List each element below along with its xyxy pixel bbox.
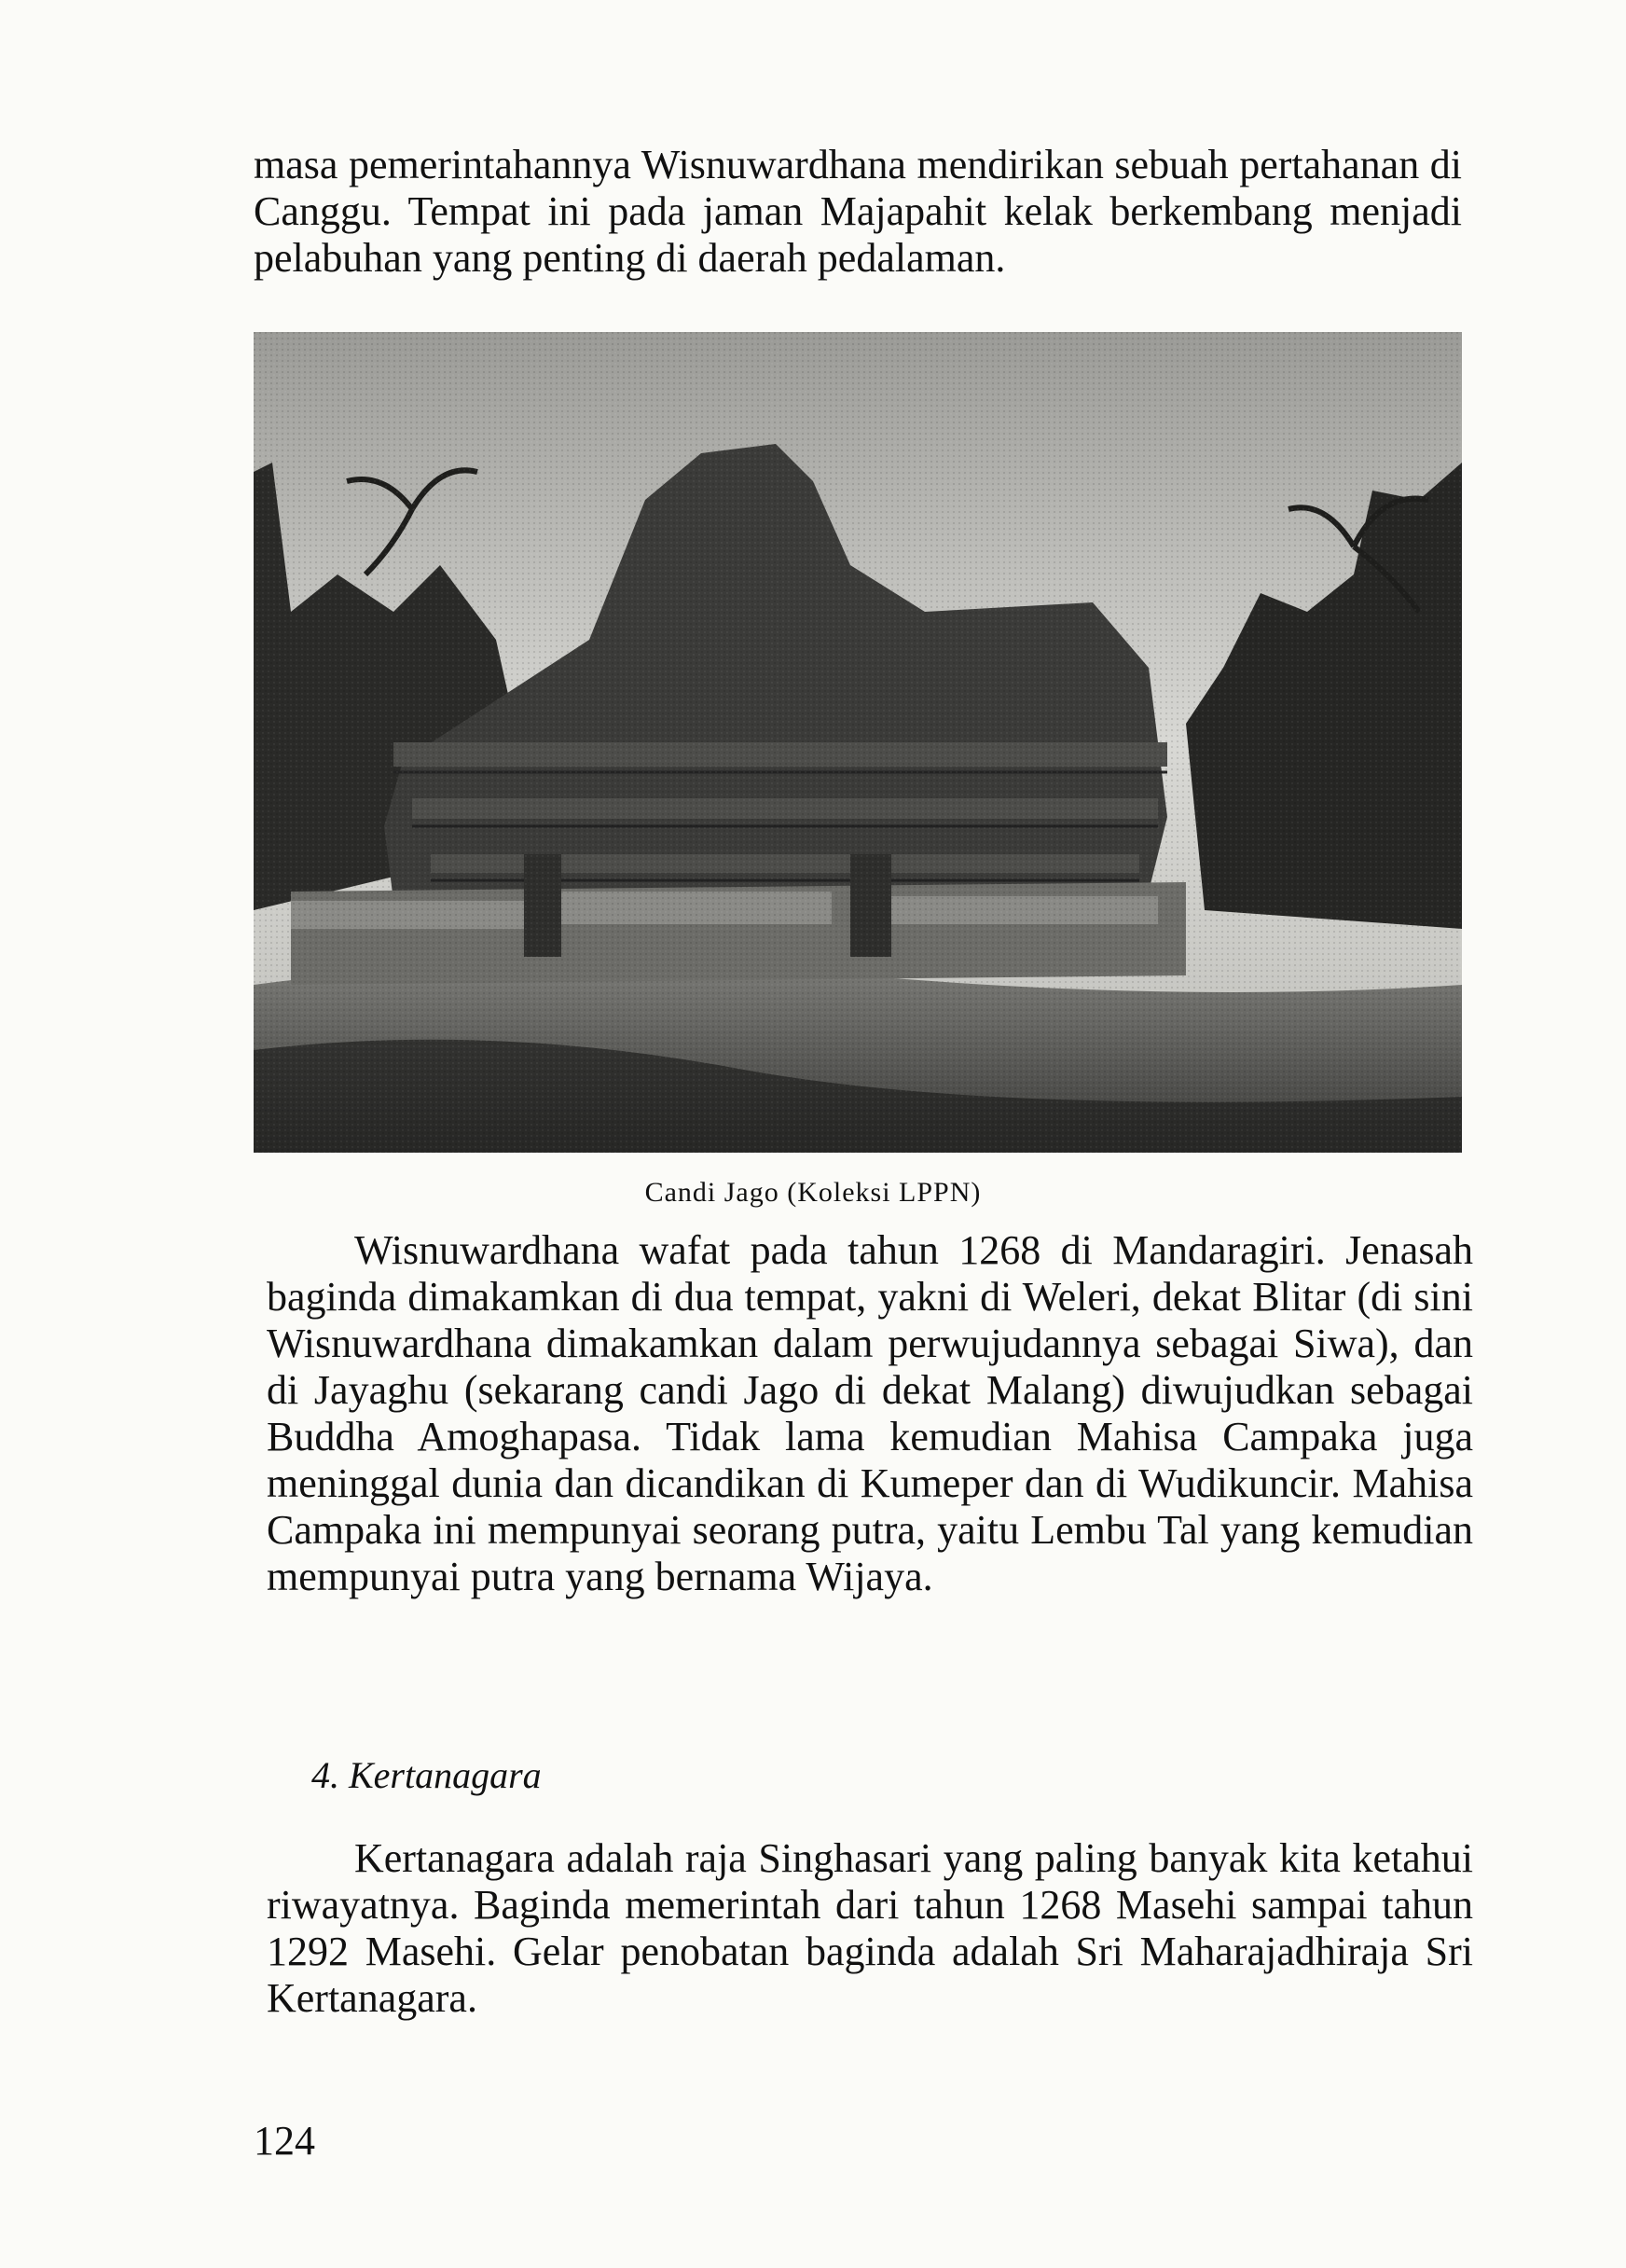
section-heading: 4. Kertanagara xyxy=(311,1754,542,1796)
page-number: 124 xyxy=(254,2118,315,2164)
paragraph-top: masa pemerintahannya Wisnuwardhana mendirikan sebuah pertahanan di Canggu. Tempat ini pada jaman Majapahit kelak berkembang menjadi pelabuhan yang penting di daerah pedalaman. xyxy=(254,142,1462,281)
temple-photo xyxy=(254,332,1462,1153)
paragraph-bottom: Kertanagara adalah raja Singhasari yang paling banyak kita ketahui riwayatnya. Baginda memerintah dari tahun 1268 Masehi sampai tahun 1292 Masehi. Gelar penobatan baginda adalah Sri Maharajadhiraja Sri Kertanagara. xyxy=(267,1835,1473,2021)
paragraph-middle: Wisnuwardhana wafat pada tahun 1268 di Mandaragiri. Jenasah baginda dimakamkan di dua tempat, yakni di Weleri, dekat Blitar (di sini Wisnuwardhana dimakamkan dalam perwujudannya sebagai Siwa), dan di Jayaghu (sekarang candi Jago di dekat Malang) diwujudkan sebagai Buddha Amoghapasa. Tidak lama kemudian Mahisa Campaka juga meninggal dunia dan dicandikan di Kumeper dan di Wudikuncir. Mahisa Campaka ini mempunyai seorang putra, yaitu Lembu Tal yang kemudian mempunyai putra yang bernama Wijaya. xyxy=(267,1227,1473,1599)
figure-caption: Candi Jago (Koleksi LPPN) xyxy=(644,1177,982,1208)
